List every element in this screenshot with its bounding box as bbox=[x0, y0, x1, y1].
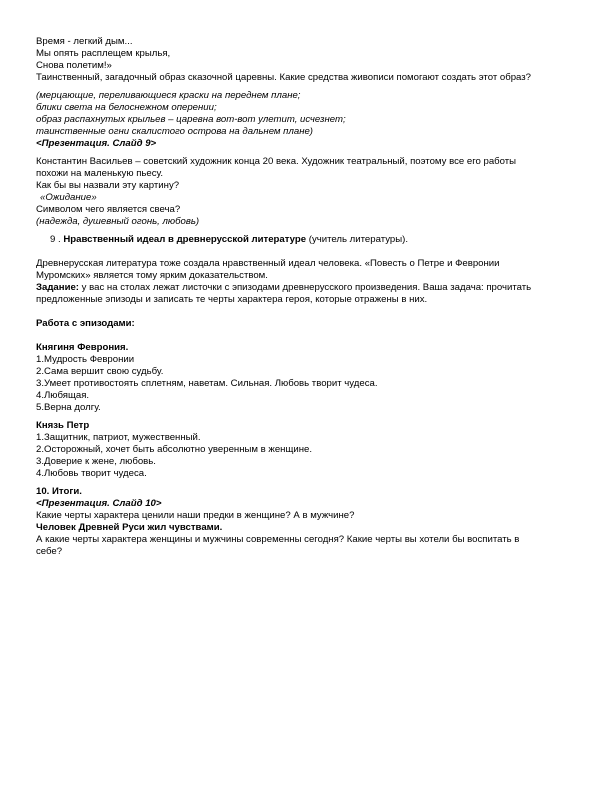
task-line-1 bbox=[36, 282, 531, 294]
poem-line-1: Время - легкий дым... bbox=[36, 36, 133, 47]
petr-item: 4.Любовь творит чудеса. bbox=[36, 468, 147, 479]
task-label: Задание: bbox=[36, 282, 79, 293]
fevronia-title: Княгиня Феврония. bbox=[36, 342, 129, 353]
petr-title: Князь Петр bbox=[36, 420, 90, 431]
petr-item: 2.Осторожный, хочет быть абсолютно уверенным в женщине. bbox=[36, 444, 313, 455]
vasiliev-line-2: похожи на маленькую пьесу. bbox=[36, 168, 164, 179]
poem-line-2: Мы опять расплещем крылья, bbox=[36, 48, 171, 59]
traits-question: Какие черты характера ценили наши предки в женщине? А в мужчине? bbox=[36, 510, 355, 521]
literature-line-1: Древнерусская литература тоже создала нравственный идеал человека. «Повесть о Петре и Февронии bbox=[36, 258, 500, 269]
section-9-heading bbox=[50, 234, 408, 246]
answer-line-2: блики света на белоснежном оперении; bbox=[36, 102, 217, 113]
answer-line-1: (мерцающие, переливающиеся краски на переднем плане; bbox=[36, 90, 301, 101]
task-line-2: предложенные эпизоды и записать те черты характера героя, которые отражены в них. bbox=[36, 294, 428, 305]
literature-line-2: Муромских» является тому ярким доказательством. bbox=[36, 270, 268, 281]
slide-9-note: <Презентация. Слайд 9> bbox=[36, 138, 157, 149]
slide-10-note: <Презентация. Слайд 10> bbox=[36, 498, 162, 509]
answer-line-4: таинственные огни скалистого острова на дальнем плане) bbox=[36, 126, 313, 137]
painting-question: Таинственный, загадочный образ сказочной царевны. Какие средства живописи помогают создать этот образ? bbox=[36, 72, 532, 83]
petr-item: 3.Доверие к жене, любовь. bbox=[36, 456, 156, 467]
task-text: у вас на столах лежат листочки с эпизодами древнерусского произведения. Ваша задача: прочитать bbox=[79, 282, 532, 293]
section-9-number: 9 . bbox=[50, 234, 61, 245]
painting-title-answer: «Ожидание» bbox=[40, 192, 97, 203]
answer-line-3: образ распахнутых крыльев – царевна вот-вот улетит, исчезнет; bbox=[36, 114, 346, 125]
petr-item: 1.Защитник, патриот, мужественный. bbox=[36, 432, 201, 443]
ancient-rus-statement: Человек Древней Руси жил чувствами. bbox=[36, 522, 223, 533]
poem-line-3: Снова полетим!» bbox=[36, 60, 112, 71]
vasiliev-question: Как бы вы назвали эту картину? bbox=[36, 180, 180, 191]
fevronia-item: 1.Мудрость Февронии bbox=[36, 354, 135, 365]
section-9-title: Нравственный идеал в древнерусской литературе bbox=[63, 234, 307, 245]
vasiliev-line-1: Константин Васильев – советский художник конца 20 века. Художник театральный, поэтому все его работы bbox=[36, 156, 517, 167]
fevronia-item: 4.Любящая. bbox=[36, 390, 90, 401]
fevronia-item: 2.Сама вершит свою судьбу. bbox=[36, 366, 164, 377]
modern-traits-question-1: А какие черты характера женщины и мужчины современны сегодня? Какие черты вы хотели бы воспитать в bbox=[36, 534, 520, 545]
fevronia-item: 5.Верна долгу. bbox=[36, 402, 101, 413]
section-10-title: 10. Итоги. bbox=[36, 486, 82, 497]
modern-traits-question-2: себе? bbox=[36, 546, 63, 557]
candle-answer: (надежда, душевный огонь, любовь) bbox=[36, 216, 200, 227]
section-9-note: (учитель литературы). bbox=[306, 234, 408, 245]
fevronia-item: 3.Умеет противостоять сплетням, наветам. Сильная. Любовь творит чудеса. bbox=[36, 378, 378, 389]
episodes-heading: Работа с эпизодами: bbox=[36, 318, 135, 329]
candle-question: Символом чего является свеча? bbox=[36, 204, 181, 215]
